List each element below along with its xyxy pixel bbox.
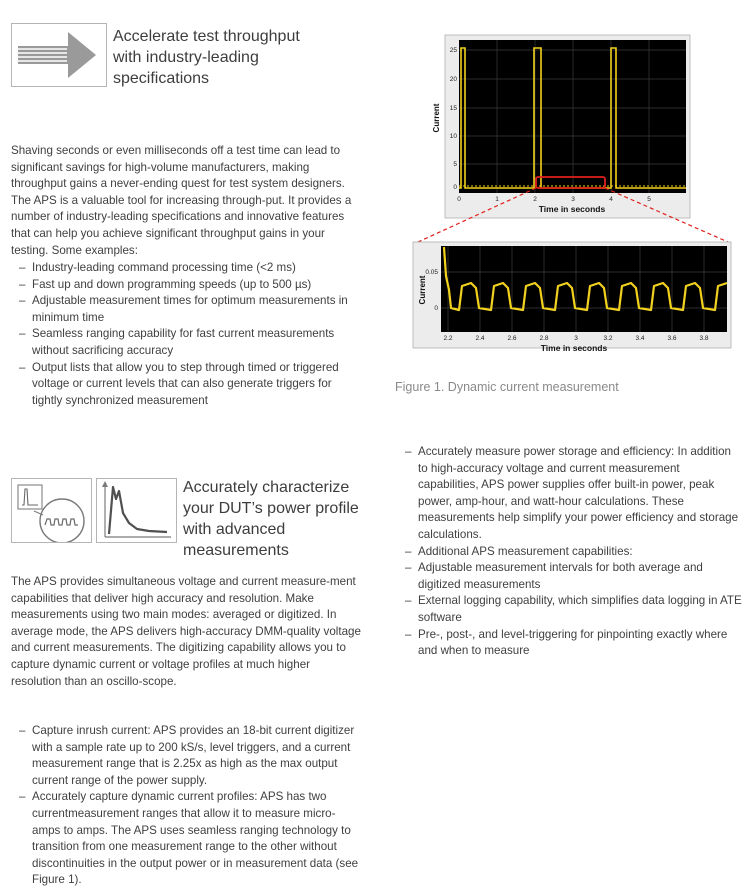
bottom-chart: [413, 242, 731, 353]
top-x-label: Time in seconds: [538, 204, 606, 214]
list-item: – Fast up and down programming speeds (up to 500 µs): [11, 277, 361, 294]
right-bullet-list: [397, 444, 742, 660]
top-y-tick: 15: [449, 105, 457, 112]
power-profile-icon-box: [11, 478, 92, 543]
list-item: – External logging capability, which simplifies data logging in ATE software: [397, 593, 742, 626]
bottom-x-tick: 3.8: [699, 335, 709, 342]
figure-1: [395, 28, 740, 368]
list-item: – Output lists that allow you to step through timed or triggered voltage or current levels that can also generate triggers for tightly synchronized measurement: [11, 360, 361, 410]
bottom-y-label: Current: [418, 275, 427, 305]
figure-caption: Figure 1. Dynamic current measurement: [395, 380, 619, 394]
section1-heading: Accelerate test throughput with industry-leading specifications: [113, 28, 300, 87]
section2-paragraph: The APS provides simultaneous voltage and current measure-ment capabilities that deliver high accuracy and resolution. Make measurements using two main modes: averaged or digitized. In average mode, the APS delivers high-accuracy DMM-quality voltage and current measurements. The digitizing capability allows you to capture dynamic current or voltage profiles at much higher resolution than an oscillo-scope.: [11, 575, 361, 688]
bottom-y-tick: 0: [434, 305, 438, 312]
top-chart: [432, 35, 690, 218]
bottom-x-tick: 2.8: [539, 335, 549, 342]
top-y-tick: 10: [449, 133, 457, 140]
arrow-icon-box: [11, 23, 107, 87]
list-item: – Pre-, post-, and level-triggering for pinpointing exactly where and when to measure: [397, 627, 742, 660]
top-x-tick: 4: [609, 196, 613, 203]
list-item: – Capture inrush current: APS provides an 18-bit current digitizer with a sample rate up to 200 kS/s, level triggers, and a current measurement range that is 2.25x as high as the max output current range of the power supply.: [11, 723, 363, 789]
bottom-x-tick: 2.4: [475, 335, 485, 342]
list-item: – Industry-leading command processing time (<2 ms): [11, 260, 361, 277]
bottom-x-tick: 3.4: [635, 335, 645, 342]
section1-bullet-list: [11, 260, 361, 409]
list-item: – Additional APS measurement capabilities:: [397, 544, 742, 561]
bottom-y-tick: 0.05: [425, 269, 438, 276]
power-profile-icon: [12, 479, 91, 542]
list-item: – Accurately capture dynamic current profiles: APS has two currentmeasurement ranges that allow it to measure micro-amps to amps. The APS uses seamless ranging technology to transition from one measurement range to the other without discontinuities in the output power or in measurement data (see Figure 1).: [11, 789, 363, 889]
arrow-icon: [12, 24, 106, 86]
list-item: – Accurately measure power storage and efficiency: In addition to high-accuracy voltage and current measurement capabilities, APS power supplies offer built-in power, peak power, amp-hour, and watt-hour calculations. These measurements help simplify your power efficiency and storage calculations.: [397, 444, 742, 544]
bottom-x-label: Time in seconds: [540, 343, 608, 353]
top-x-tick: 5: [647, 196, 651, 203]
bottom-x-tick: 3: [574, 335, 578, 342]
section2-heading: Accurately characterize your DUT’s power profile with advanced measurements: [183, 479, 359, 559]
bottom-x-tick: 3.2: [603, 335, 613, 342]
top-x-tick: 1: [495, 196, 499, 203]
bottom-x-tick: 2.6: [507, 335, 517, 342]
list-item: – Adjustable measurement times for optimum measurements in minimum time: [11, 293, 361, 326]
top-x-tick: 3: [571, 196, 575, 203]
top-y-label: Current: [432, 103, 441, 133]
top-x-tick: 0: [457, 196, 461, 203]
list-item: – Seamless ranging capability for fast current measurements without sacrificing accuracy: [11, 326, 361, 359]
bottom-x-tick: 3.6: [667, 335, 677, 342]
section1-paragraph: Shaving seconds or even milliseconds off a test time can lead to significant savings for high-volume manufacturers, making throughput gains a never-ending quest for test system designers. The APS is a valuable tool for increasing through-put. It provides a number of industry-leading specifications and innovative features that can help you achieve significant throughput gains in your testing. Some examples:: [11, 144, 352, 257]
inrush-current-icon-box: [96, 478, 177, 543]
bottom-x-tick: 2.2: [443, 335, 453, 342]
list-item: – Adjustable measurement intervals for both average and digitized measurements: [397, 560, 742, 593]
top-y-tick: 20: [449, 76, 457, 83]
top-y-tick: 5: [453, 161, 457, 168]
section2-bullet-list: [11, 723, 363, 889]
inrush-current-icon: [97, 479, 176, 542]
top-y-tick: 0: [453, 184, 457, 191]
top-x-tick: 2: [533, 196, 537, 203]
top-y-tick: 25: [449, 47, 457, 54]
